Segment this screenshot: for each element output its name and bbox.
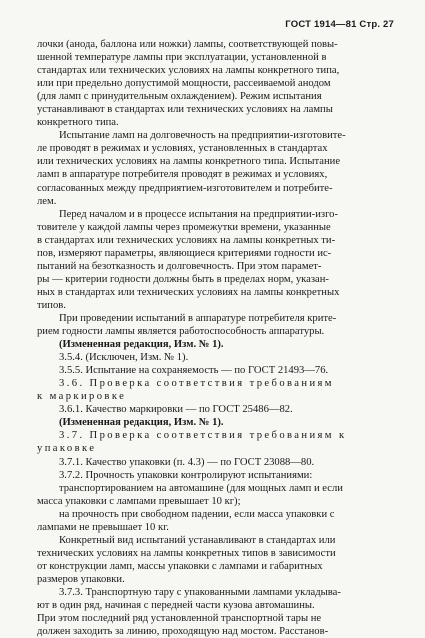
text-line: или технических условиях на лампы конкретного типа. Испытание [37,156,341,168]
clause-3-5-4: 3.5.4. (Исключен, Изм. № 1). [59,352,189,364]
text-line: Конкретный вид испытаний устанавливают в стандартах или [59,534,336,546]
section-heading-3-7: 3.7. Проверка соответствия требованиям к [59,430,347,442]
text-line: размеров упаковки. [37,573,125,585]
text-line: Испытание ламп на долговечность на предприятии-изготовите- [59,130,346,142]
text-line: устанавливают в стандартах или технических условиях на лампы [37,104,333,116]
section-heading-3-7-cont: упаковке [37,443,97,455]
text-line: стандартах или технических условиях на лампы конкретного типа, [37,65,340,77]
text-line: лампами не превышает 10 кг. [37,521,169,533]
text-line: от конструкции ламп, массы упаковки с лампами и габаритных [37,560,323,572]
section-heading-3-6: 3.6. Проверка соответствия требованиям [59,378,334,390]
text-line: на прочность при свободном падении, если масса упаковки с [59,508,335,520]
clause-3-7-1: 3.7.1. Качество упаковки (п. 4.3) — по ГОСТ 23088—80. [59,456,315,468]
text-line: ры — критерии годности должны быть в пределах норм, указан- [37,273,329,285]
text-line: При этом последний ряд установленной транспортной тары не [37,613,322,625]
text-line: Перед началом и в процессе испытания на предприятии-изго- [59,208,338,220]
text-line: масса упаковки с лампами превышает 10 кг); [37,495,241,507]
text-line: или при предельно допустимой мощности, рассеиваемой анодом [37,78,331,90]
text-line: должен заходить за линию, проходящую над мостом. Расстанов- [37,626,329,638]
text-line: рием годности лампы является работоспособность аппаратуры. [37,326,325,338]
clause-3-6-1: 3.6.1. Качество маркировки — по ГОСТ 25486—82. [59,404,293,416]
section-heading-3-6-cont: к маркировке [37,391,127,403]
text-line: пытаний на безотказность и долговечность. При этом парамет- [37,260,322,272]
document-body [37,38,393,638]
clause-3-7-3: 3.7.3. Транспортную тару с упакованными лампами укладыва- [59,586,341,598]
amendment-note: (Измененная редакция, Изм. № 1). [59,339,224,351]
text-line: пов, измеряют параметры, являющиеся критериями годности ис- [37,247,332,259]
text-line: технических условиях на лампы конкретных типов в зависимости [37,547,336,559]
text-line: При проведении испытаний в аппаратуре потребителя крите- [59,312,337,324]
text-line: ле проводят в режимах и условиях, установленных в стандартах [37,143,328,155]
text-line: ных в стандартах или технических условиях на лампы конкретных [37,286,340,298]
clause-3-5-5: 3.5.5. Испытание на сохраняемость — по ГОСТ 21493—76. [59,365,329,377]
text-line: товителе у каждой лампы через промежутки времени, указанные [37,221,331,233]
text-line: типов. [37,299,66,311]
text-line: ламп в аппаратуре потребителя проводят в режимах и условиях, [37,169,328,181]
text-line: лочки (анода, баллона или ножки) лампы, соответствующей повы- [37,39,338,50]
text-line: ют в один ряд, начиная с передней части кузова автомашины. [37,600,315,612]
amendment-note: (Измененная редакция, Изм. № 1). [59,417,224,429]
text-line: транспортированием на автомашине (для мощных ламп и если [59,482,343,494]
page-header: ГОСТ 1914—81 Стр. 27 [285,19,394,30]
text-line: шенной температуре лампы при эксплуатации, установленной в [37,52,327,64]
text-line: лем. [37,195,57,207]
text-line: конкретного типа. [37,117,119,129]
text-line: в стандартах или технических условиях на лампы конкретных ти- [37,234,336,246]
clause-3-7-2: 3.7.2. Прочность упаковки контролируют испытаниями: [59,469,313,481]
text-line: (для ламп с принудительным охлаждением). Режим испытания [37,91,322,103]
text-line: согласованных между предприятием-изготовителем и потребите- [37,182,333,194]
